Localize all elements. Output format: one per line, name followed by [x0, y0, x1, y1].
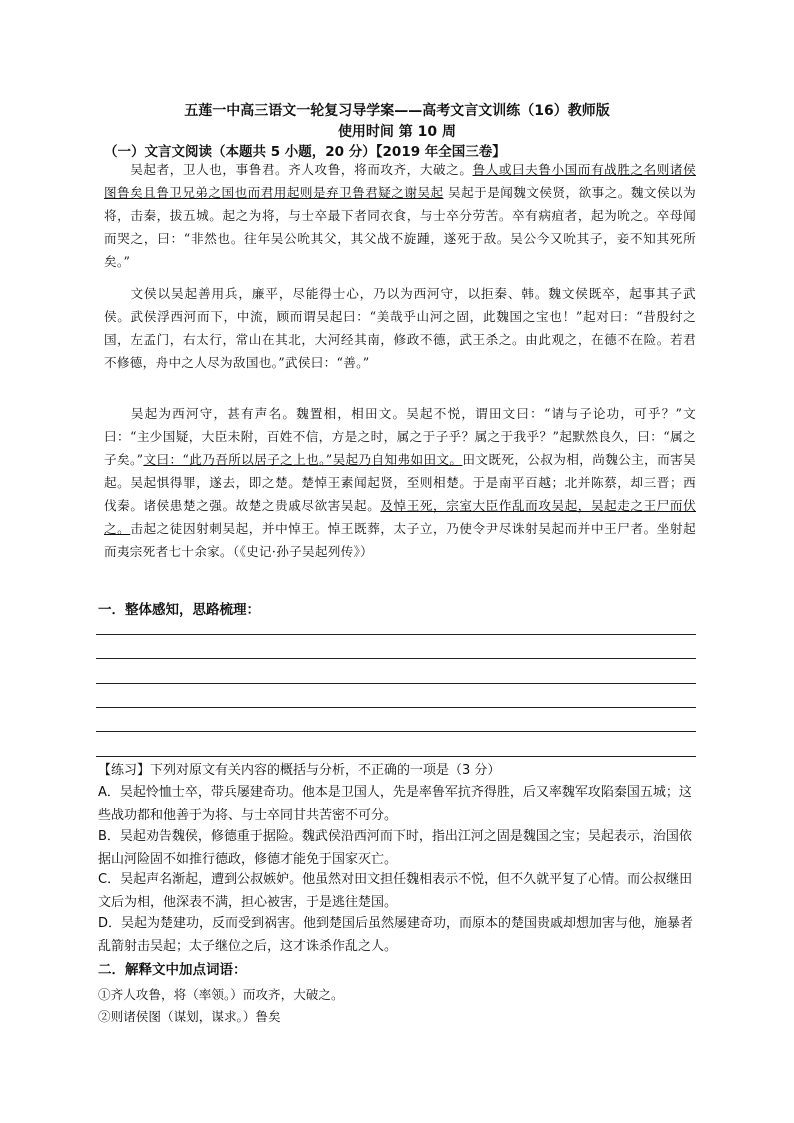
passage-text: 吴起于是闻魏文侯贤，欲事之。魏文侯以为将，击秦，拔五城。起之为将，与士卒最下者同衣食，与士卒分劳苦。卒有病疽者，起为吮之。卒母闻而哭之，曰：“非然也。往年吴公吮其父，其父战不旋踵，遂死于敌。吴公今又吮其子，妾不知其死所矣。” — [104, 185, 696, 269]
exercise-question: 【练习】下列对原文有关内容的概括与分析，不正确的一项是（3 分） — [98, 763, 501, 778]
answer-line — [96, 658, 696, 659]
section-heading-vocabulary: 二．解释文中加点词语： — [98, 962, 247, 978]
page-title: 五莲一中高三语文一轮复习导学案——高考文言文训练（16）教师版 — [184, 103, 610, 119]
vocab-item-2: ②则诸侯图（谋划，谋求。）鲁矣 — [98, 1009, 281, 1024]
underlined-sentence: 鲁人或曰夫鲁小国而有战胜之名则诸侯图鲁矣且鲁卫兄弟之国也而君用起则是弃卫鲁君疑之谢吴起 — [104, 162, 696, 200]
passage-paragraph-3 — [104, 402, 696, 563]
passage-text: 击起之徒因射刺吴起，并中悼王。悼王既葬，太子立，乃使令尹尽诛射吴起而并中王尸者。坐射起而夷宗死者七十余家。（《史记·孙子吴起列传》） — [104, 521, 696, 559]
answer-line — [96, 634, 696, 635]
passage-text: 田文既死，公叔为相，尚魏公主，而害吴起。吴起惧得罪，遂去，即之楚。楚悼王素闻起贤，至则相楚。于是南平百越；北并陈蔡，却三晋；西伐秦。诸侯患楚之强。故楚之贵戚尽欲害吴起。 — [104, 452, 696, 513]
passage-paragraph-1 — [104, 158, 696, 273]
exercise-option-c: C．吴起声名渐起，遭到公叔嫉妒。他虽然对田文担任魏相表示不悦，但不久就平复了心情。而公叔继田文后为相，他深表不满，担心被害，于是逃往楚国。 — [98, 872, 693, 910]
exercise-option-a: A．吴起怜恤士卒，带兵屡建奇功。他本是卫国人，先是率鲁军抗齐得胜，后又率魏军攻陷秦国五城；这些战功都和他善于为将、与士卒同甘共苦密不可分。 — [98, 785, 692, 823]
answer-line — [96, 731, 696, 732]
passage-text: 吴起为西河守，甚有声名。魏置相，相田文。吴起不悦，谓田文曰：“请与子论功，可乎？”文曰：“主少国疑，大臣未附，百姓不信，方是之时，属之于子乎？属之于我乎？”起默然良久，曰：“属之子矣。” — [104, 406, 696, 467]
section-heading-overview: 一．整体感知，思路梳理： — [98, 602, 260, 618]
passage-text: 文侯以吴起善用兵，廉平，尽能得士心，乃以为西河守，以拒秦、韩。魏文侯既卒，起事其子武侯。武侯浮西河而下，中流，顾而谓吴起曰：“美哉乎山河之固，此魏国之宝也！”起对曰：“昔殷纣之国，左孟门，右太行，常山在其北，大河经其南，修政不德，武王杀之。由此观之，在德不在险。若君不修德，舟中之人尽为敌国也。”武侯曰：“善。” — [104, 286, 696, 370]
passage-text: 吴起者，卫人也，事鲁君。齐人攻鲁，将而攻齐，大破之。 — [130, 162, 473, 177]
answer-line — [96, 756, 696, 757]
underlined-sentence: 文曰：“此乃吾所以居子之上也。”吴起乃自知弗如田文。 — [143, 452, 463, 467]
vocab-item-1: ①齐人攻鲁，将（率领。）而攻齐，大破之。 — [98, 987, 344, 1002]
answer-line — [96, 707, 696, 708]
underlined-sentence: 及悼王死，宗室大臣作乱而攻吴起，吴起走之王尸而伏之。 — [104, 498, 696, 536]
page-subtitle: 使用时间 第 10 周 — [337, 124, 457, 140]
section-heading-reading: （一）文言文阅读（本题共 5 小题，20 分）【2019 年全国三卷】 — [104, 144, 506, 160]
passage-paragraph-2 — [104, 282, 696, 374]
answer-line — [96, 683, 696, 684]
exercise-option-b: B．吴起劝告魏侯，修德重于据险。魏武侯沿西河而下时，指出江河之固是魏国之宝；吴起表示，治国依据山河险固不如推行德政，修德才能免于国家灭亡。 — [98, 829, 692, 867]
exercise-option-d: D．吴起为楚建功，反而受到祸害。他到楚国后虽然屡建奇功，而原本的楚国贵戚却想加害与他，施暴者乱箭射击吴起；太子继位之后，这才诛杀作乱之人。 — [98, 916, 694, 954]
